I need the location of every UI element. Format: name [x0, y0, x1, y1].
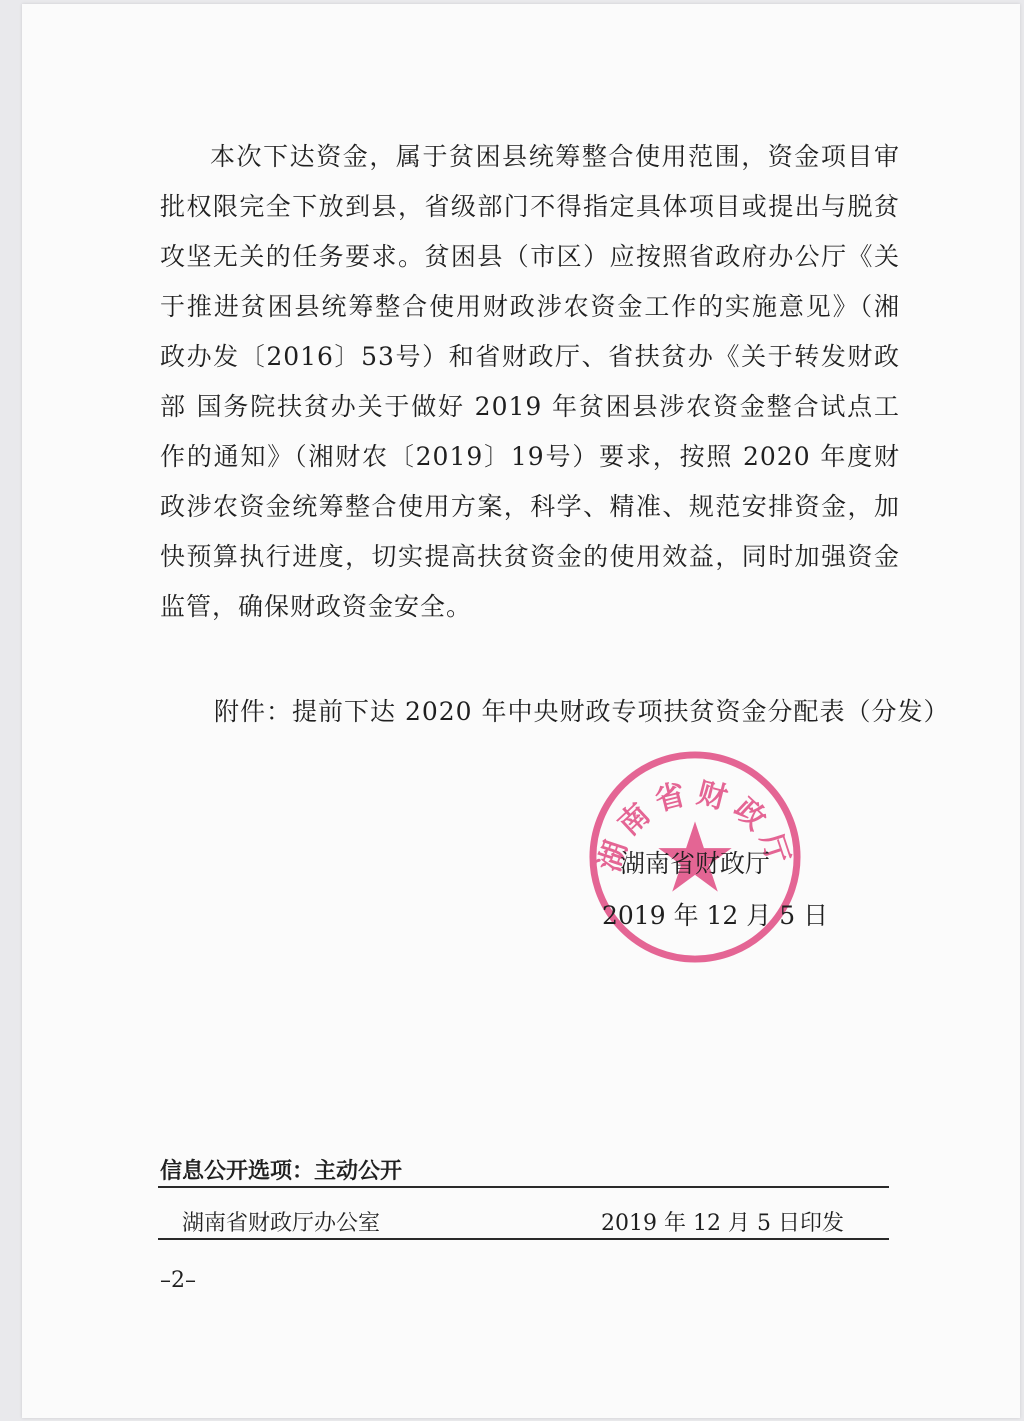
print-date: 2019 年 12 月 5 日印发 [601, 1211, 844, 1236]
signature-date: 2019 年 12 月 5 日 [602, 901, 829, 930]
divider-bottom [158, 1238, 889, 1240]
document-page [22, 4, 1020, 1418]
seal-text: 湖南省财政厅 [591, 775, 799, 876]
issuing-office: 湖南省财政厅办公室 [182, 1211, 381, 1236]
body-text [160, 132, 900, 632]
page-number: –2– [160, 1268, 196, 1293]
signature-org: 湖南省财政厅 [620, 849, 771, 878]
divider-top [158, 1186, 889, 1188]
info-disclosure: 信息公开选项：主动公开 [160, 1159, 403, 1184]
attachment-line: 附件：提前下达 2020 年中央财政专项扶贫资金分配表（分发） [214, 697, 950, 726]
body-paragraph: 本次下达资金，属于贫困县统筹整合使用范围，资金项目审批权限完全下放到县，省级部门不得指定具体项目或提出与脱贫攻坚无关的任务要求。贫困县（市区）应按照省政府办公厅《关于推进贫困县统筹整合使用财政涉农资金工作的实施意见》（湘政办发〔2016〕53号）和省财政厅、省扶贫办《关于转发财政部 国务院扶贫办关于做好 2019 年贫困县涉农资金整合试点工作的通知》（湘财农〔2019〕19号）要求，按照 2020 年度财政涉农资金统筹整合使用方案，科学、精准、规范安排资金，加快预算执行进度，切实提高扶贫资金的使用效益，同时加强资金监管，确保财政资金安全。 [160, 142, 900, 621]
